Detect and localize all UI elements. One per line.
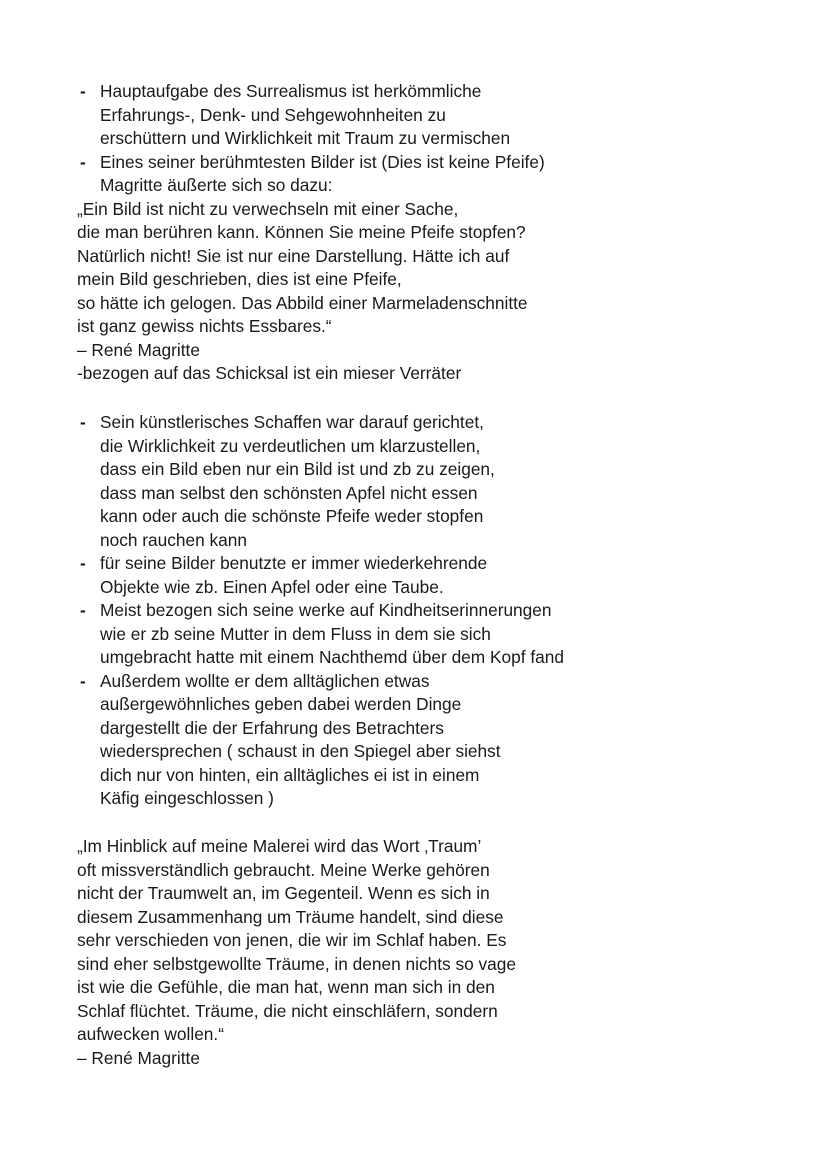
quote-line: aufwecken wollen.“ — [77, 1024, 224, 1044]
text-line: Meist bezogen sich seine werke auf Kindheitserinnerungen — [100, 600, 552, 620]
text-line: wiedersprechen ( schaust in den Spiegel aber siehst — [100, 741, 501, 761]
quote-line: Schlaf flüchtet. Träume, die nicht einschläfern, sondern — [77, 1000, 498, 1021]
text-line: Erfahrungs-, Denk- und Sehgewohnheiten zu — [100, 104, 446, 125]
quote-line: ist ganz gewiss nichts Essbares.“ — [77, 316, 332, 336]
text-line: Magritte äußerte sich so dazu: — [100, 175, 333, 195]
bullet-item — [77, 599, 564, 670]
quote-line: diesem Zusammenhang um Träume handelt, sind diese — [77, 906, 504, 927]
text-line: Außerdem wollte er dem alltäglichen etwas — [100, 670, 430, 691]
text-line: Sein künstlerisches Schaffen war darauf gerichtet, — [100, 412, 484, 432]
text-line: erschüttern und Wirklichkeit mit Traum zu vermischen — [100, 128, 511, 148]
bullet-list-main — [77, 411, 564, 811]
quote-line: ist wie die Gefühle, die man hat, wenn man sich in den — [77, 977, 495, 997]
text-line: kann oder auch die schönste Pfeife weder stopfen — [100, 506, 484, 526]
quote-block-pipe — [77, 198, 528, 386]
text-line: dass ein Bild eben nur ein Bild ist und zb zu zeigen, — [100, 459, 495, 479]
quote-author: – René Magritte — [77, 339, 200, 360]
text-line: Käfig eingeschlossen ) — [100, 788, 274, 808]
quote-line: Natürlich nicht! Sie ist nur eine Darstellung. Hätte ich auf — [77, 245, 510, 266]
bullet-item — [77, 552, 564, 599]
bullet-item — [77, 411, 564, 552]
text-line: dass man selbst den schönsten Apfel nicht essen — [100, 482, 478, 503]
quote-line: nicht der Traumwelt an, im Gegenteil. Wenn es sich in — [77, 883, 490, 903]
quote-line: sehr verschieden von jenen, die wir im Schlaf haben. Es — [77, 930, 507, 950]
text-line: außergewöhnliches geben dabei werden Dinge — [100, 694, 462, 714]
quote-line: mein Bild geschrieben, dies ist eine Pfeife, — [77, 269, 402, 289]
quote-author: – René Magritte — [77, 1047, 200, 1068]
quote-line: die man berühren kann. Können Sie meine Pfeife stopfen? — [77, 222, 526, 242]
bullet-marker: - — [80, 81, 86, 101]
note-line: -bezogen auf das Schicksal ist ein mieser Verräter — [77, 363, 462, 383]
quote-line: „Im Hinblick auf meine Malerei wird das Wort ‚Traum’ — [77, 836, 482, 856]
text-line: Eines seiner berühmtesten Bilder ist (Dies ist keine Pfeife) — [100, 151, 545, 172]
bullet-item — [77, 151, 545, 198]
text-line: die Wirklichkeit zu verdeutlichen um klarzustellen, — [100, 435, 481, 456]
bullet-marker: - — [80, 553, 86, 573]
quote-line: sind eher selbstgewollte Träume, in denen nichts so vage — [77, 953, 517, 974]
quote-line: „Ein Bild ist nicht zu verwechseln mit einer Sache, — [77, 198, 459, 219]
bullet-item — [77, 80, 545, 151]
bullet-list-intro — [77, 80, 545, 198]
text-line: dargestellt die der Erfahrung des Betrachters — [100, 717, 444, 738]
text-line: wie er zb seine Mutter in dem Fluss in dem sie sich — [100, 623, 491, 644]
quote-line: oft missverständlich gebraucht. Meine Werke gehören — [77, 859, 490, 880]
text-line: noch rauchen kann — [100, 529, 248, 550]
bullet-marker: - — [80, 412, 86, 432]
text-line: Hauptaufgabe des Surrealismus ist herkömmliche — [100, 81, 482, 101]
quote-block-dream — [77, 835, 516, 1070]
text-line: Objekte wie zb. Einen Apfel oder eine Taube. — [100, 576, 444, 597]
quote-line: so hätte ich gelogen. Das Abbild einer Marmeladenschnitte — [77, 292, 528, 313]
bullet-marker: - — [80, 600, 86, 620]
text-line: umgebracht hatte mit einem Nachthemd über dem Kopf fand — [100, 647, 564, 667]
text-line: für seine Bilder benutzte er immer wiederkehrende — [100, 553, 488, 573]
bullet-item — [77, 670, 564, 811]
bullet-marker: - — [80, 151, 86, 172]
bullet-marker: - — [80, 670, 86, 691]
text-line: dich nur von hinten, ein alltägliches ei ist in einem — [100, 764, 480, 785]
